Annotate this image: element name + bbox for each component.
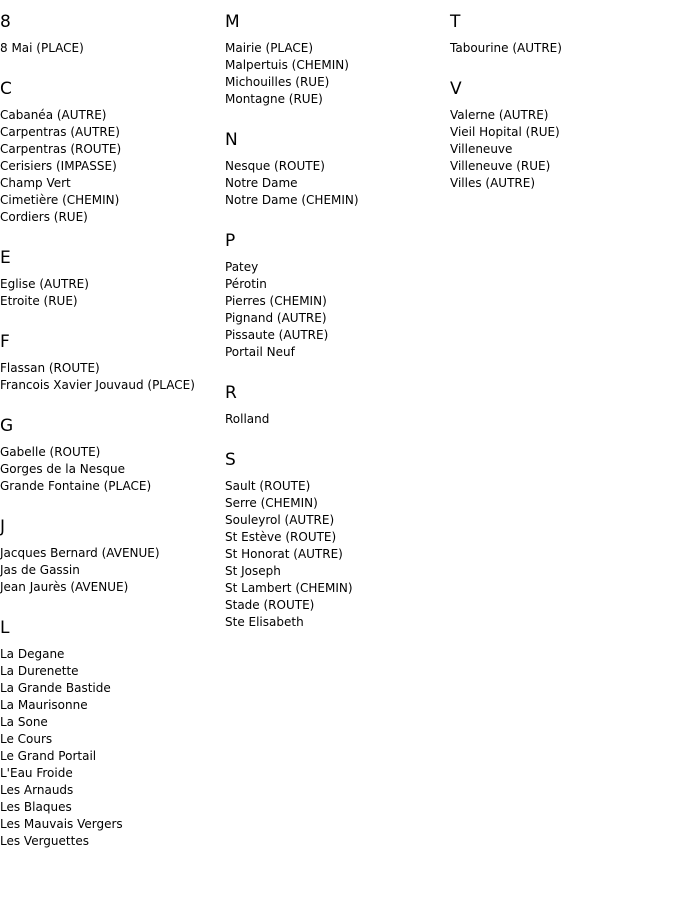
letter-group (0, 246, 225, 310)
street-link[interactable]: Francois Xavier Jouvaud (PLACE) (0, 378, 195, 392)
street-index-column-2 (225, 10, 450, 651)
street-link[interactable]: St Joseph (225, 564, 281, 578)
letter-heading: C (0, 79, 12, 99)
street-link[interactable]: Souleyrol (AUTRE) (225, 513, 335, 527)
street-link[interactable]: Les Blaques (0, 800, 72, 814)
letter-group (0, 616, 225, 850)
street-list (0, 107, 225, 226)
street-link[interactable]: Carpentras (ROUTE) (0, 142, 122, 156)
letter-heading: G (0, 416, 14, 436)
street-link[interactable]: Notre Dame (CHEMIN) (225, 193, 359, 207)
street-link[interactable]: Les Verguettes (0, 834, 89, 848)
street-link[interactable]: Villeneuve (450, 142, 513, 156)
street-link[interactable]: St Lambert (CHEMIN) (225, 581, 353, 595)
street-link[interactable]: Flassan (ROUTE) (0, 361, 100, 375)
street-list (225, 40, 450, 108)
street-list (225, 478, 450, 631)
street-list (225, 259, 450, 361)
street-link[interactable]: Valerne (AUTRE) (450, 108, 549, 122)
street-link[interactable]: Portail Neuf (225, 345, 295, 359)
letter-group (225, 10, 450, 108)
street-link[interactable]: Stade (ROUTE) (225, 598, 315, 612)
letter-group (450, 10, 675, 57)
letter-group (225, 229, 450, 361)
street-list (0, 40, 225, 57)
street-link[interactable]: Pérotin (225, 277, 267, 291)
street-list (0, 360, 225, 394)
street-link[interactable]: La Sone (0, 715, 48, 729)
street-link[interactable]: Malpertuis (CHEMIN) (225, 58, 349, 72)
street-link[interactable]: Jacques Bernard (AVENUE) (0, 546, 160, 560)
letter-heading: N (225, 130, 238, 150)
letter-group (450, 77, 675, 192)
street-link[interactable]: Champ Vert (0, 176, 71, 190)
letter-group (225, 381, 450, 428)
street-index-column-1 (0, 10, 225, 870)
street-link[interactable]: Grande Fontaine (PLACE) (0, 479, 152, 493)
street-list (450, 40, 675, 57)
letter-heading: V (450, 79, 462, 99)
letter-heading: E (0, 248, 11, 268)
letter-heading: M (225, 12, 240, 32)
letter-group (225, 448, 450, 631)
street-list (225, 158, 450, 209)
letter-heading: L (0, 618, 10, 638)
street-link[interactable]: Pissaute (AUTRE) (225, 328, 329, 342)
street-link[interactable]: Cimetière (CHEMIN) (0, 193, 120, 207)
letter-heading: 8 (0, 12, 11, 32)
street-link[interactable]: Ste Elisabeth (225, 615, 304, 629)
letter-heading: R (225, 383, 237, 403)
letter-group (0, 330, 225, 394)
street-link[interactable]: Tabourine (AUTRE) (450, 41, 562, 55)
street-link[interactable]: Le Cours (0, 732, 53, 746)
street-list (0, 276, 225, 310)
street-link[interactable]: Cordiers (RUE) (0, 210, 88, 224)
street-link[interactable]: Villeneuve (RUE) (450, 159, 551, 173)
street-link[interactable]: Notre Dame (225, 176, 298, 190)
street-index-column-3 (450, 10, 675, 212)
letter-group (225, 128, 450, 209)
street-link[interactable]: La Degane (0, 647, 65, 661)
letter-heading: F (0, 332, 10, 352)
street-link[interactable]: La Durenette (0, 664, 79, 678)
street-link[interactable]: Les Arnauds (0, 783, 74, 797)
street-link[interactable]: Vieil Hopital (RUE) (450, 125, 560, 139)
letter-heading: S (225, 450, 236, 470)
letter-heading: T (450, 12, 461, 32)
street-link[interactable]: Michouilles (RUE) (225, 75, 330, 89)
street-link[interactable]: Eglise (AUTRE) (0, 277, 89, 291)
street-list (225, 411, 450, 428)
street-link[interactable]: St Honorat (AUTRE) (225, 547, 343, 561)
street-link[interactable]: Serre (CHEMIN) (225, 496, 318, 510)
street-link[interactable]: Jas de Gassin (0, 563, 80, 577)
street-link[interactable]: Gabelle (ROUTE) (0, 445, 101, 459)
street-link[interactable]: Patey (225, 260, 259, 274)
street-link[interactable]: Jean Jaurès (AVENUE) (0, 580, 129, 594)
street-link[interactable]: Pignand (AUTRE) (225, 311, 327, 325)
street-link[interactable]: Le Grand Portail (0, 749, 97, 763)
street-link[interactable]: St Estève (ROUTE) (225, 530, 337, 544)
street-list (0, 545, 225, 596)
letter-group (0, 515, 225, 596)
street-link[interactable]: Nesque (ROUTE) (225, 159, 325, 173)
letter-group (0, 77, 225, 226)
street-list (0, 444, 225, 495)
letter-group (0, 10, 225, 57)
letter-group (0, 414, 225, 495)
street-link[interactable]: Carpentras (AUTRE) (0, 125, 120, 139)
letter-heading: P (225, 231, 236, 251)
street-link[interactable]: Cabanéa (AUTRE) (0, 108, 107, 122)
letter-heading: J (0, 517, 6, 537)
street-link[interactable]: 8 Mai (PLACE) (0, 41, 84, 55)
street-link[interactable]: Mairie (PLACE) (225, 41, 314, 55)
street-link[interactable]: Etroite (RUE) (0, 294, 78, 308)
street-list (0, 646, 225, 850)
street-link[interactable]: Rolland (225, 412, 270, 426)
street-link[interactable]: Cerisiers (IMPASSE) (0, 159, 117, 173)
street-link[interactable]: Villes (AUTRE) (450, 176, 536, 190)
street-link[interactable]: La Maurisonne (0, 698, 88, 712)
street-link[interactable]: L'Eau Froide (0, 766, 73, 780)
street-link[interactable]: La Grande Bastide (0, 681, 111, 695)
street-link[interactable]: Gorges de la Nesque (0, 462, 125, 476)
street-link[interactable]: Les Mauvais Vergers (0, 817, 123, 831)
street-list (450, 107, 675, 192)
street-link[interactable]: Sault (ROUTE) (225, 479, 311, 493)
street-link[interactable]: Pierres (CHEMIN) (225, 294, 327, 308)
street-link[interactable]: Montagne (RUE) (225, 92, 323, 106)
